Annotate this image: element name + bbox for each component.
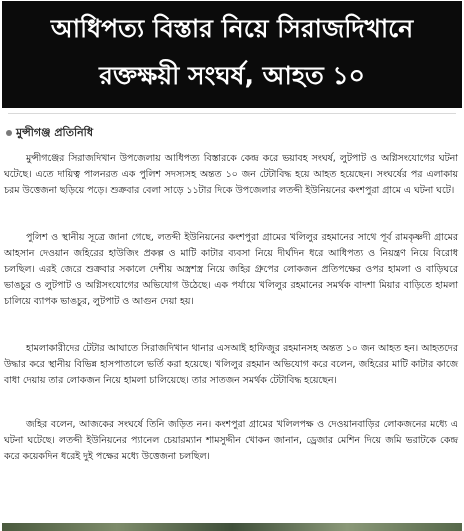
article-paragraph-4: জহির বলেন, আজকের সংঘর্ষে তিনি জড়িত নন। কংশপুরা গ্রামের খলিলপক্ষ ও দেওয়ানবাড়ির লোকজনের মধ্যে এ ঘটনা ঘটেছে। লতব্দী ইউনিয়নের প্যানেল চেয়ারম্যান শামসুদ্দীন খোকন জানান, ড্রেজার মেশিন দিয়ে জমি ভরাটকে কেন্দ্র করে কয়েকদিন ধরেই দুই পক্ষের মধ্যে উত্তেজনা চলছিল।	[4, 419, 458, 462]
headline-line-2: রক্তক্ষয়ী সংঘর্ষ, আহত ১০	[99, 61, 365, 90]
photo-strip	[2, 523, 462, 531]
article-paragraph-1: মুন্সীগঞ্জের সিরাজদিখান উপজেলায় আধিপত্য বিস্তারকে কেন্দ্র করে ভয়াবহ সংঘর্ষ, লুটপাট ও অগ্নিসংযোগের ঘটনা ঘটেছে। এতে দায়িত্ব পালনরত এক পুলিশ সদস্যসহ অন্তত ১০ জন টেটাবিদ্ধ হয়ে আহত হয়েছেন। সংঘর্ষের পর এলাকায় চরম উত্তেজনা ছড়িয়ে পড়ে। শুক্রবার বেলা সাড়ে ১১টার দিকে উপজেলার লতব্দী ইউনিয়নের কংশপুরা গ্রামে এ ঘটনা ঘটে।	[4, 153, 458, 196]
headline-banner	[2, 1, 462, 108]
headline-line-1: আধিপত্য বিস্তার নিয়ে সিরাজদিখানে	[50, 14, 414, 43]
article-paragraph-3: হামলাকারীদের টেটার আঘাতে সিরাজদিখান থানার এসআই হাফিজুর রহমানসহ অন্তত ১০ জন আহত হন। আহতদের উদ্ধার করে স্থানীয় বিভিন্ন হাসপাতালে ভর্তি করা হয়েছে। খলিলুর রহমান অভিযোগ করে বলেন, জহিরের মাটি কাটার কাজে বাধা দেয়ায় তার লোকজন নিয়ে হামলা চালিয়েছে। তার সাতজন সমর্থক টেটাবিদ্ধ হয়েছেন।	[4, 343, 458, 386]
divider	[8, 113, 456, 114]
byline-text: মুন্সীগঞ্জ প্রতিনিধি	[16, 126, 93, 139]
byline	[6, 124, 93, 140]
article-paragraph-2: পুলিশ ও স্থানীয় সূত্রে জানা গেছে, লতব্দী ইউনিয়নের কংশপুরা গ্রামের খলিলুর রহমানের সাথে পূর্ব রামকৃষ্ণদী গ্রামের আহসান দেওয়ান জহিরের হাউজিং প্রকল্প ও মাটি কাটার ব্যবসা নিয়ে দীর্ঘদিন ধরে আধিপত্য ও নিয়ন্ত্রণ নিয়ে বিরোধ চলছিল। এরই জেরে শুক্রবার সকালে দেশীয় অস্ত্রশস্ত্র নিয়ে জহির গ্রুপের লোকজন প্রতিপক্ষের ওপর হামলা ও বাড়িঘরে ভাঙচুর ও লুটপাট ও অগ্নিসংযোগের অভিযোগ উঠেছে। এক পর্যায়ে খলিলুর রহমানের সমর্থক বাদশা মিয়ার বাড়িতে হামলা চালিয়ে ব্যাপক ভাঙচুর, লুটপাট ও আগুন দেয়া হয়।	[4, 232, 458, 307]
bullet-icon	[6, 130, 12, 136]
